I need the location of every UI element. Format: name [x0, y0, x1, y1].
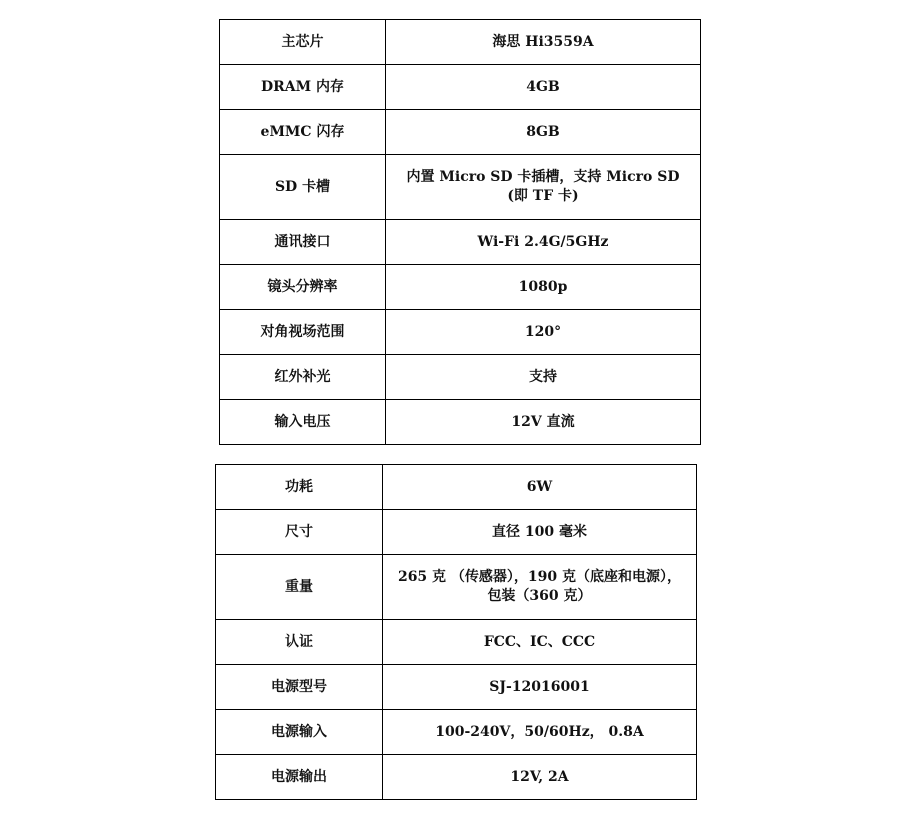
table-row	[220, 355, 701, 400]
row-label: 功耗	[216, 465, 383, 510]
table-row	[216, 465, 697, 510]
table-row	[220, 155, 701, 220]
row-value: 6W	[383, 465, 697, 510]
table-row	[220, 110, 701, 155]
row-label: 输入电压	[220, 400, 386, 445]
table-row	[220, 65, 701, 110]
row-label: 电源输入	[216, 710, 383, 755]
table-row	[216, 510, 697, 555]
spec-table-1	[219, 19, 701, 445]
table-row	[220, 265, 701, 310]
row-value: 1080p	[386, 265, 701, 310]
row-label: 认证	[216, 620, 383, 665]
row-value: FCC、IC、CCC	[383, 620, 697, 665]
row-value: 12V, 2A	[383, 755, 697, 800]
row-value: 120°	[386, 310, 701, 355]
table-row	[216, 755, 697, 800]
table-row	[220, 310, 701, 355]
row-label: DRAM 内存	[220, 65, 386, 110]
table-row	[220, 400, 701, 445]
table-row	[216, 555, 697, 620]
row-label: SD 卡槽	[220, 155, 386, 220]
row-value: 12V 直流	[386, 400, 701, 445]
spec-table-2	[215, 464, 697, 800]
table-row	[216, 710, 697, 755]
row-value: Wi-Fi 2.4G/5GHz	[386, 220, 701, 265]
table-row	[220, 20, 701, 65]
row-value: 支持	[386, 355, 701, 400]
row-label: 电源输出	[216, 755, 383, 800]
row-value: 内置 Micro SD 卡插槽，支持 Micro SD (即 TF 卡)	[386, 155, 701, 220]
row-label: 对角视场范围	[220, 310, 386, 355]
row-label: 通讯接口	[220, 220, 386, 265]
row-value: 265 克 （传感器），190 克（底座和电源），包装（360 克）	[383, 555, 697, 620]
table-row	[216, 620, 697, 665]
row-value: 8GB	[386, 110, 701, 155]
row-value: 海思 Hi3559A	[386, 20, 701, 65]
row-label: 主芯片	[220, 20, 386, 65]
row-label: eMMC 闪存	[220, 110, 386, 155]
table-row	[216, 665, 697, 710]
row-value: SJ-12016001	[383, 665, 697, 710]
row-value: 100-240V，50/60Hz， 0.8A	[383, 710, 697, 755]
table-row	[220, 220, 701, 265]
row-value: 直径 100 毫米	[383, 510, 697, 555]
row-label: 重量	[216, 555, 383, 620]
row-value: 4GB	[386, 65, 701, 110]
row-label: 电源型号	[216, 665, 383, 710]
row-label: 镜头分辨率	[220, 265, 386, 310]
row-label: 尺寸	[216, 510, 383, 555]
row-label: 红外补光	[220, 355, 386, 400]
